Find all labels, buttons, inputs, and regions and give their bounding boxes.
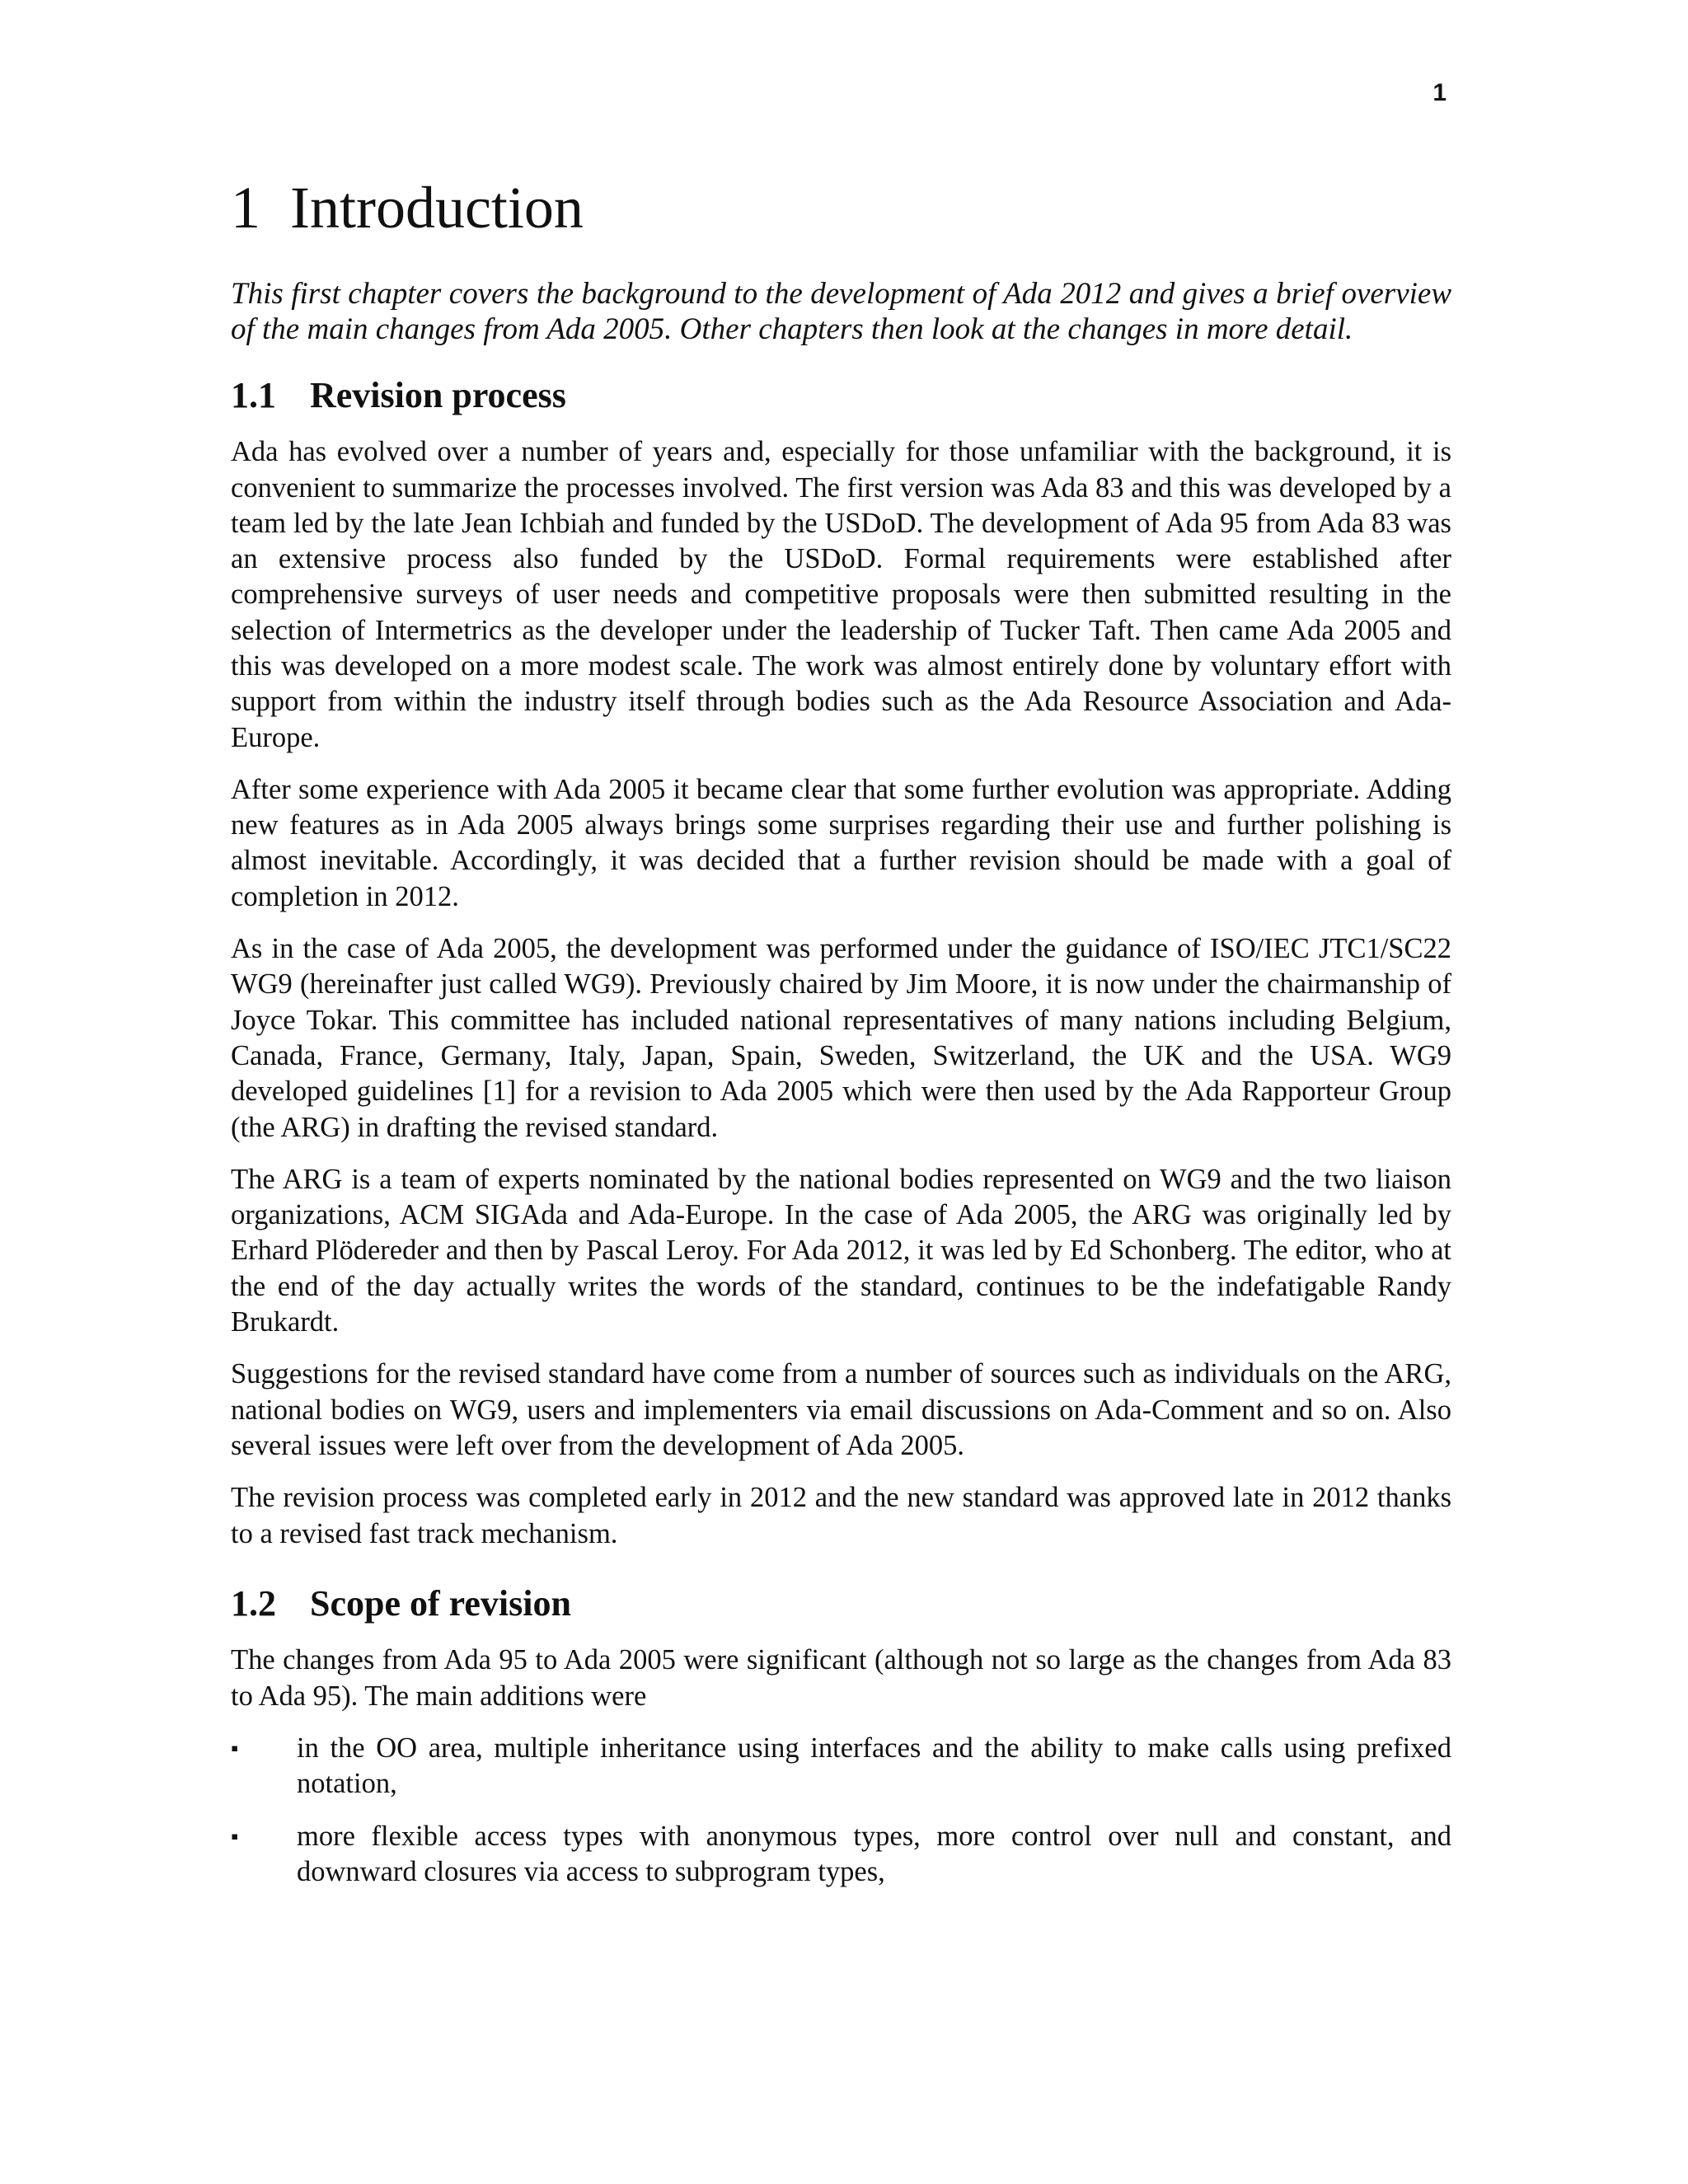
chapter-title — [231, 175, 1451, 241]
paragraph: The revision process was completed early in 2012 and the new standard was approved late in 2012 thanks to a revised fast track mechanism. — [231, 1482, 1451, 1549]
section-revision-process — [231, 375, 1451, 1552]
section-number: 1.1 — [231, 374, 276, 415]
list-item — [231, 1819, 1451, 1891]
paragraph: Ada has evolved over a number of years and, especially for those unfamiliar with the background, it is convenient to summarize the processes involved. The first version was Ada 83 and this was developed by a team led by the late Jean Ichbiah and funded by the USDoD. The development of Ada 95 from Ada 83 was an extensive process also funded by the USDoD. Formal requirements were established after comprehensive surveys of user needs and competitive proposals were then submitted resulting in the selection of Intermetrics as the developer under the leadership of Tucker Taft. Then came Ada 2005 and this was developed on a more modest scale. The work was almost entirely done by voluntary effort with support from within the industry itself through bodies such as the Ada Resource Association and Ada-Europe. — [231, 436, 1451, 753]
page-number: 1 — [1432, 79, 1447, 106]
chapter-title-text: Introduction — [290, 175, 584, 241]
chapter-abstract: This first chapter covers the background to the development of Ada 2012 and gives a brief overview of the main changes from Ada 2005. Other chapters then look at the changes in more detail. — [231, 276, 1451, 346]
square-bullet-icon: ▪ — [231, 1736, 239, 1761]
section-number: 1.2 — [231, 1582, 276, 1624]
paragraph: The changes from Ada 95 to Ada 2005 were significant (although not so large as the changes from Ada 83 to Ada 95). The main additions were — [231, 1644, 1451, 1712]
page-content — [231, 175, 1451, 1906]
paragraph: The ARG is a team of experts nominated by the national bodies represented on WG9 and the two liaison organizations, ACM SIGAda and Ada-Europe. In the case of Ada 2005, the ARG was originally led by Erhard Plödereder and then by Pascal Leroy. For Ada 2012, it was led by Ed Schonberg. The editor, who at the end of the day actually writes the words of the standard, continues to be the indefatigable Randy Brukardt. — [231, 1163, 1451, 1338]
chapter-number: 1 — [231, 175, 260, 241]
section-title: Revision process — [310, 374, 566, 415]
list-item — [231, 1731, 1451, 1802]
paragraph: After some experience with Ada 2005 it became clear that some further evolution was appropriate. Adding new features as in Ada 2005 always brings some surprises regarding their use and further polishing is almost inevitable. Accordingly, it was decided that a further revision should be made with a goal of completion in 2012. — [231, 773, 1451, 912]
section-heading — [231, 375, 1451, 417]
paragraph: As in the case of Ada 2005, the development was performed under the guidance of ISO/IEC JTC1/SC22 WG9 (hereinafter just called WG9). Previously chaired by Jim Moore, it is now under the chairmanship of Joyce Tokar. This committee has included national representatives of many nations including Belgium, Canada, France, Germany, Italy, Japan, Spain, Sweden, Switzerland, the UK and the USA. WG9 developed guidelines [1] for a revision to Ada 2005 which were then used by the Ada Rapporteur Group (the ARG) in drafting the revised standard. — [231, 933, 1451, 1143]
section-scope-of-revision — [231, 1583, 1451, 1890]
square-bullet-icon: ▪ — [231, 1824, 239, 1849]
paragraph: Suggestions for the revised standard have come from a number of sources such as individuals on the ARG, national bodies on WG9, users and implementers via email discussions on Ada-Comment and so on. Also several issues were left over from the development of Ada 2005. — [231, 1358, 1451, 1461]
bullet-list — [231, 1731, 1451, 1890]
list-item-text: more flexible access types with anonymous types, more control over null and constant, and downward closures via access to subprogram types, — [297, 1820, 1451, 1887]
section-title: Scope of revision — [310, 1582, 571, 1624]
list-item-text: in the OO area, multiple inheritance using interfaces and the ability to make calls using prefixed notation, — [297, 1732, 1451, 1800]
section-heading — [231, 1583, 1451, 1625]
